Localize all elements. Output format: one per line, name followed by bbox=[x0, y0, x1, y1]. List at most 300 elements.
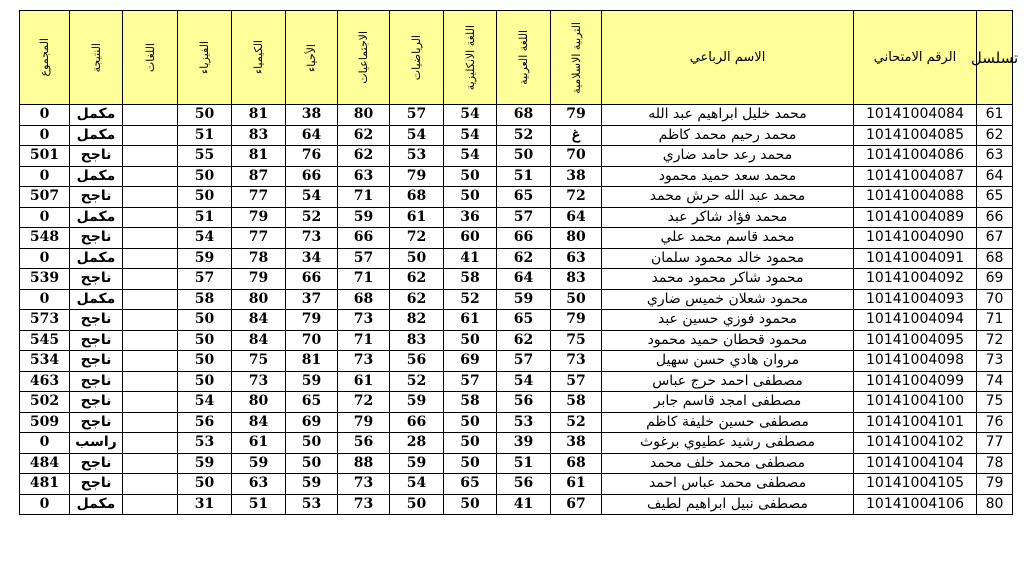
total-cell: 0 bbox=[20, 105, 70, 126]
math-score-cell: 82 bbox=[390, 310, 444, 331]
student-name-cell: مصطفى حسين خليفة كاظم bbox=[602, 412, 854, 433]
header-physics: الفيزياء bbox=[178, 11, 232, 105]
math-score-cell: 54 bbox=[390, 125, 444, 146]
english-score-cell: 57 bbox=[444, 371, 497, 392]
math-score-cell: 83 bbox=[390, 330, 444, 351]
result-cell: ناجح bbox=[70, 146, 123, 167]
biology-score-cell: 66 bbox=[286, 166, 338, 187]
seq-cell: 78 bbox=[977, 453, 1013, 474]
arabic-score-cell: 50 bbox=[497, 146, 551, 167]
english-score-cell: 60 bbox=[444, 228, 497, 249]
social-score-cell: 68 bbox=[338, 289, 390, 310]
arabic-score-cell: 68 bbox=[497, 105, 551, 126]
exam-number-cell: 10141004093 bbox=[854, 289, 977, 310]
biology-score-cell: 38 bbox=[286, 105, 338, 126]
result-cell: مكمل bbox=[70, 166, 123, 187]
table-row bbox=[20, 330, 1013, 351]
header-social: الاجتماعيات bbox=[338, 11, 390, 105]
exam-number-cell: 10141004094 bbox=[854, 310, 977, 331]
islamic-score-cell: 38 bbox=[551, 433, 602, 454]
physics-score-cell: 50 bbox=[178, 310, 232, 331]
student-name-cell: محمد رحيم محمد كاظم bbox=[602, 125, 854, 146]
student-name-cell: محمد خليل ابراهيم عبد الله bbox=[602, 105, 854, 126]
exam-number-cell: 10141004092 bbox=[854, 269, 977, 290]
physics-score-cell: 59 bbox=[178, 248, 232, 269]
table-body bbox=[20, 105, 1013, 515]
chemistry-score-cell: 63 bbox=[232, 474, 286, 495]
islamic-score-cell: 70 bbox=[551, 146, 602, 167]
languages-score-cell bbox=[123, 269, 178, 290]
islamic-score-cell: 73 bbox=[551, 351, 602, 372]
social-score-cell: 66 bbox=[338, 228, 390, 249]
exam-number-cell: 10141004099 bbox=[854, 371, 977, 392]
languages-score-cell bbox=[123, 146, 178, 167]
student-name-cell: محمد سعد حميد محمود bbox=[602, 166, 854, 187]
social-score-cell: 73 bbox=[338, 494, 390, 515]
exam-number-cell: 10141004085 bbox=[854, 125, 977, 146]
student-name-cell: محمود شعلان خميس ضاري bbox=[602, 289, 854, 310]
total-cell: 0 bbox=[20, 433, 70, 454]
social-score-cell: 62 bbox=[338, 146, 390, 167]
physics-score-cell: 51 bbox=[178, 125, 232, 146]
chemistry-score-cell: 87 bbox=[232, 166, 286, 187]
languages-score-cell bbox=[123, 371, 178, 392]
physics-score-cell: 58 bbox=[178, 289, 232, 310]
chemistry-score-cell: 77 bbox=[232, 187, 286, 208]
total-cell: 0 bbox=[20, 166, 70, 187]
physics-score-cell: 53 bbox=[178, 433, 232, 454]
islamic-score-cell: 63 bbox=[551, 248, 602, 269]
chemistry-score-cell: 61 bbox=[232, 433, 286, 454]
header-row bbox=[20, 11, 1013, 105]
result-cell: ناجح bbox=[70, 474, 123, 495]
biology-score-cell: 73 bbox=[286, 228, 338, 249]
result-cell: ناجح bbox=[70, 330, 123, 351]
social-score-cell: 56 bbox=[338, 433, 390, 454]
math-score-cell: 50 bbox=[390, 248, 444, 269]
student-name-cell: محمود خالد محمود سلمان bbox=[602, 248, 854, 269]
table-row bbox=[20, 494, 1013, 515]
languages-score-cell bbox=[123, 310, 178, 331]
chemistry-score-cell: 73 bbox=[232, 371, 286, 392]
chemistry-score-cell: 81 bbox=[232, 105, 286, 126]
seq-cell: 72 bbox=[977, 330, 1013, 351]
languages-score-cell bbox=[123, 248, 178, 269]
total-cell: 545 bbox=[20, 330, 70, 351]
chemistry-score-cell: 51 bbox=[232, 494, 286, 515]
social-score-cell: 59 bbox=[338, 207, 390, 228]
header-result: النتيجة bbox=[70, 11, 123, 105]
languages-score-cell bbox=[123, 228, 178, 249]
total-cell: 502 bbox=[20, 392, 70, 413]
chemistry-score-cell: 84 bbox=[232, 310, 286, 331]
arabic-score-cell: 56 bbox=[497, 474, 551, 495]
result-cell: ناجح bbox=[70, 392, 123, 413]
islamic-score-cell: 64 bbox=[551, 207, 602, 228]
math-score-cell: 66 bbox=[390, 412, 444, 433]
islamic-score-cell: 67 bbox=[551, 494, 602, 515]
english-score-cell: 61 bbox=[444, 310, 497, 331]
student-name-cell: مصطفى محمد خلف محمد bbox=[602, 453, 854, 474]
math-score-cell: 59 bbox=[390, 392, 444, 413]
languages-score-cell bbox=[123, 289, 178, 310]
table-row bbox=[20, 125, 1013, 146]
math-score-cell: 54 bbox=[390, 474, 444, 495]
table-row bbox=[20, 146, 1013, 167]
social-score-cell: 88 bbox=[338, 453, 390, 474]
english-score-cell: 58 bbox=[444, 392, 497, 413]
social-score-cell: 72 bbox=[338, 392, 390, 413]
languages-score-cell bbox=[123, 412, 178, 433]
math-score-cell: 79 bbox=[390, 166, 444, 187]
arabic-score-cell: 59 bbox=[497, 289, 551, 310]
exam-number-cell: 10141004098 bbox=[854, 351, 977, 372]
seq-cell: 76 bbox=[977, 412, 1013, 433]
islamic-score-cell: 57 bbox=[551, 371, 602, 392]
social-score-cell: 71 bbox=[338, 269, 390, 290]
english-score-cell: 50 bbox=[444, 330, 497, 351]
chemistry-score-cell: 59 bbox=[232, 453, 286, 474]
english-score-cell: 52 bbox=[444, 289, 497, 310]
english-score-cell: 54 bbox=[444, 146, 497, 167]
islamic-score-cell: 80 bbox=[551, 228, 602, 249]
languages-score-cell bbox=[123, 330, 178, 351]
physics-score-cell: 55 bbox=[178, 146, 232, 167]
biology-score-cell: 53 bbox=[286, 494, 338, 515]
table-row bbox=[20, 453, 1013, 474]
islamic-score-cell: 83 bbox=[551, 269, 602, 290]
student-name-cell: مروان هادي حسن سهيل bbox=[602, 351, 854, 372]
english-score-cell: 54 bbox=[444, 105, 497, 126]
physics-score-cell: 31 bbox=[178, 494, 232, 515]
seq-cell: 69 bbox=[977, 269, 1013, 290]
table-row bbox=[20, 269, 1013, 290]
seq-cell: 61 bbox=[977, 105, 1013, 126]
total-cell: 548 bbox=[20, 228, 70, 249]
seq-cell: 64 bbox=[977, 166, 1013, 187]
student-name-cell: محمد عبد الله حرش محمد bbox=[602, 187, 854, 208]
student-name-cell: مصطفى امجد قاسم جابر bbox=[602, 392, 854, 413]
english-score-cell: 50 bbox=[444, 433, 497, 454]
islamic-score-cell: 72 bbox=[551, 187, 602, 208]
header-math: الرياضيات bbox=[390, 11, 444, 105]
student-name-cell: مصطفى محمد عباس احمد bbox=[602, 474, 854, 495]
result-cell: مكمل bbox=[70, 289, 123, 310]
chemistry-score-cell: 83 bbox=[232, 125, 286, 146]
arabic-score-cell: 39 bbox=[497, 433, 551, 454]
languages-score-cell bbox=[123, 494, 178, 515]
physics-score-cell: 50 bbox=[178, 187, 232, 208]
physics-score-cell: 50 bbox=[178, 371, 232, 392]
social-score-cell: 73 bbox=[338, 351, 390, 372]
table-row bbox=[20, 105, 1013, 126]
social-score-cell: 63 bbox=[338, 166, 390, 187]
table-row bbox=[20, 412, 1013, 433]
islamic-score-cell: 75 bbox=[551, 330, 602, 351]
header-chemistry: الكيمياء bbox=[232, 11, 286, 105]
result-cell: ناجح bbox=[70, 228, 123, 249]
math-score-cell: 28 bbox=[390, 433, 444, 454]
total-cell: 539 bbox=[20, 269, 70, 290]
physics-score-cell: 59 bbox=[178, 453, 232, 474]
biology-score-cell: 50 bbox=[286, 453, 338, 474]
total-cell: 463 bbox=[20, 371, 70, 392]
table-row bbox=[20, 166, 1013, 187]
math-score-cell: 72 bbox=[390, 228, 444, 249]
islamic-score-cell: 61 bbox=[551, 474, 602, 495]
arabic-score-cell: 51 bbox=[497, 453, 551, 474]
arabic-score-cell: 53 bbox=[497, 412, 551, 433]
table-row bbox=[20, 433, 1013, 454]
student-name-cell: محمد قاسم محمد علي bbox=[602, 228, 854, 249]
header-name: الاسم الرباعي bbox=[602, 11, 854, 105]
seq-cell: 70 bbox=[977, 289, 1013, 310]
social-score-cell: 71 bbox=[338, 330, 390, 351]
exam-number-cell: 10141004100 bbox=[854, 392, 977, 413]
languages-score-cell bbox=[123, 433, 178, 454]
seq-cell: 65 bbox=[977, 187, 1013, 208]
math-score-cell: 53 bbox=[390, 146, 444, 167]
exam-number-cell: 10141004086 bbox=[854, 146, 977, 167]
arabic-score-cell: 57 bbox=[497, 207, 551, 228]
islamic-score-cell: 58 bbox=[551, 392, 602, 413]
english-score-cell: 50 bbox=[444, 166, 497, 187]
languages-score-cell bbox=[123, 351, 178, 372]
header-seq: تسلسل bbox=[977, 11, 1013, 105]
result-cell: راسب bbox=[70, 433, 123, 454]
table-row bbox=[20, 248, 1013, 269]
biology-score-cell: 54 bbox=[286, 187, 338, 208]
arabic-score-cell: 62 bbox=[497, 248, 551, 269]
physics-score-cell: 54 bbox=[178, 392, 232, 413]
arabic-score-cell: 41 bbox=[497, 494, 551, 515]
languages-score-cell bbox=[123, 207, 178, 228]
student-name-cell: محمود شاكر محمود محمد bbox=[602, 269, 854, 290]
seq-cell: 68 bbox=[977, 248, 1013, 269]
arabic-score-cell: 57 bbox=[497, 351, 551, 372]
total-cell: 0 bbox=[20, 125, 70, 146]
physics-score-cell: 51 bbox=[178, 207, 232, 228]
social-score-cell: 62 bbox=[338, 125, 390, 146]
social-score-cell: 79 bbox=[338, 412, 390, 433]
biology-score-cell: 70 bbox=[286, 330, 338, 351]
chemistry-score-cell: 84 bbox=[232, 330, 286, 351]
result-cell: ناجح bbox=[70, 351, 123, 372]
chemistry-score-cell: 79 bbox=[232, 269, 286, 290]
arabic-score-cell: 65 bbox=[497, 310, 551, 331]
english-score-cell: 41 bbox=[444, 248, 497, 269]
languages-score-cell bbox=[123, 125, 178, 146]
exam-number-cell: 10141004089 bbox=[854, 207, 977, 228]
exam-number-cell: 10141004090 bbox=[854, 228, 977, 249]
chemistry-score-cell: 80 bbox=[232, 392, 286, 413]
header-arabic: اللغة العربية bbox=[497, 11, 551, 105]
exam-number-cell: 10141004084 bbox=[854, 105, 977, 126]
islamic-score-cell: 52 bbox=[551, 412, 602, 433]
english-score-cell: 50 bbox=[444, 494, 497, 515]
header-islamic: التربية الاسلامية bbox=[551, 11, 602, 105]
result-cell: مكمل bbox=[70, 125, 123, 146]
physics-score-cell: 50 bbox=[178, 351, 232, 372]
student-name-cell: مصطفى احمد حرج عباس bbox=[602, 371, 854, 392]
english-score-cell: 58 bbox=[444, 269, 497, 290]
math-score-cell: 50 bbox=[390, 494, 444, 515]
arabic-score-cell: 54 bbox=[497, 371, 551, 392]
table-row bbox=[20, 310, 1013, 331]
exam-number-cell: 10141004102 bbox=[854, 433, 977, 454]
biology-score-cell: 65 bbox=[286, 392, 338, 413]
exam-number-cell: 10141004091 bbox=[854, 248, 977, 269]
total-cell: 0 bbox=[20, 248, 70, 269]
result-cell: ناجح bbox=[70, 269, 123, 290]
biology-score-cell: 69 bbox=[286, 412, 338, 433]
physics-score-cell: 56 bbox=[178, 412, 232, 433]
seq-cell: 66 bbox=[977, 207, 1013, 228]
languages-score-cell bbox=[123, 453, 178, 474]
seq-cell: 77 bbox=[977, 433, 1013, 454]
seq-cell: 79 bbox=[977, 474, 1013, 495]
biology-score-cell: 34 bbox=[286, 248, 338, 269]
result-cell: ناجح bbox=[70, 412, 123, 433]
total-cell: 509 bbox=[20, 412, 70, 433]
table-row bbox=[20, 187, 1013, 208]
physics-score-cell: 50 bbox=[178, 474, 232, 495]
biology-score-cell: 81 bbox=[286, 351, 338, 372]
biology-score-cell: 79 bbox=[286, 310, 338, 331]
exam-number-cell: 10141004101 bbox=[854, 412, 977, 433]
languages-score-cell bbox=[123, 474, 178, 495]
result-cell: مكمل bbox=[70, 494, 123, 515]
total-cell: 501 bbox=[20, 146, 70, 167]
english-score-cell: 54 bbox=[444, 125, 497, 146]
chemistry-score-cell: 78 bbox=[232, 248, 286, 269]
table-row bbox=[20, 392, 1013, 413]
arabic-score-cell: 62 bbox=[497, 330, 551, 351]
arabic-score-cell: 52 bbox=[497, 125, 551, 146]
biology-score-cell: 59 bbox=[286, 371, 338, 392]
header-exam-no: الرقم الامتحاني bbox=[854, 11, 977, 105]
english-score-cell: 50 bbox=[444, 412, 497, 433]
arabic-score-cell: 51 bbox=[497, 166, 551, 187]
total-cell: 481 bbox=[20, 474, 70, 495]
header-languages: اللغات bbox=[123, 11, 178, 105]
seq-cell: 74 bbox=[977, 371, 1013, 392]
chemistry-score-cell: 80 bbox=[232, 289, 286, 310]
social-score-cell: 73 bbox=[338, 310, 390, 331]
islamic-score-cell: غ bbox=[551, 125, 602, 146]
social-score-cell: 61 bbox=[338, 371, 390, 392]
result-cell: ناجح bbox=[70, 187, 123, 208]
seq-cell: 63 bbox=[977, 146, 1013, 167]
physics-score-cell: 50 bbox=[178, 166, 232, 187]
header-biology: الأحياء bbox=[286, 11, 338, 105]
physics-score-cell: 54 bbox=[178, 228, 232, 249]
chemistry-score-cell: 77 bbox=[232, 228, 286, 249]
physics-score-cell: 50 bbox=[178, 330, 232, 351]
seq-cell: 67 bbox=[977, 228, 1013, 249]
english-score-cell: 50 bbox=[444, 187, 497, 208]
chemistry-score-cell: 79 bbox=[232, 207, 286, 228]
total-cell: 0 bbox=[20, 207, 70, 228]
physics-score-cell: 50 bbox=[178, 105, 232, 126]
math-score-cell: 59 bbox=[390, 453, 444, 474]
languages-score-cell bbox=[123, 105, 178, 126]
arabic-score-cell: 66 bbox=[497, 228, 551, 249]
biology-score-cell: 76 bbox=[286, 146, 338, 167]
math-score-cell: 62 bbox=[390, 269, 444, 290]
languages-score-cell bbox=[123, 392, 178, 413]
header-english: اللغة الانكليزية bbox=[444, 11, 497, 105]
math-score-cell: 62 bbox=[390, 289, 444, 310]
languages-score-cell bbox=[123, 166, 178, 187]
biology-score-cell: 66 bbox=[286, 269, 338, 290]
biology-score-cell: 52 bbox=[286, 207, 338, 228]
total-cell: 484 bbox=[20, 453, 70, 474]
student-name-cell: مصطفى رشيد عطيوي برغوث bbox=[602, 433, 854, 454]
math-score-cell: 57 bbox=[390, 105, 444, 126]
english-score-cell: 65 bbox=[444, 474, 497, 495]
table-row bbox=[20, 371, 1013, 392]
islamic-score-cell: 68 bbox=[551, 453, 602, 474]
math-score-cell: 68 bbox=[390, 187, 444, 208]
header-total: المجموع bbox=[20, 11, 70, 105]
social-score-cell: 71 bbox=[338, 187, 390, 208]
arabic-score-cell: 65 bbox=[497, 187, 551, 208]
total-cell: 0 bbox=[20, 289, 70, 310]
seq-cell: 80 bbox=[977, 494, 1013, 515]
math-score-cell: 61 bbox=[390, 207, 444, 228]
exam-number-cell: 10141004088 bbox=[854, 187, 977, 208]
result-cell: ناجح bbox=[70, 453, 123, 474]
results-table bbox=[19, 10, 1019, 515]
islamic-score-cell: 50 bbox=[551, 289, 602, 310]
total-cell: 0 bbox=[20, 494, 70, 515]
seq-cell: 75 bbox=[977, 392, 1013, 413]
islamic-score-cell: 38 bbox=[551, 166, 602, 187]
total-cell: 534 bbox=[20, 351, 70, 372]
table-row bbox=[20, 228, 1013, 249]
social-score-cell: 80 bbox=[338, 105, 390, 126]
total-cell: 507 bbox=[20, 187, 70, 208]
exam-number-cell: 10141004104 bbox=[854, 453, 977, 474]
result-cell: مكمل bbox=[70, 207, 123, 228]
languages-score-cell bbox=[123, 187, 178, 208]
english-score-cell: 69 bbox=[444, 351, 497, 372]
total-cell: 573 bbox=[20, 310, 70, 331]
student-name-cell: محمود فوزي حسين عبد bbox=[602, 310, 854, 331]
seq-cell: 71 bbox=[977, 310, 1013, 331]
exam-number-cell: 10141004106 bbox=[854, 494, 977, 515]
student-name-cell: مصطفى نبيل ابراهيم لطيف bbox=[602, 494, 854, 515]
biology-score-cell: 37 bbox=[286, 289, 338, 310]
biology-score-cell: 64 bbox=[286, 125, 338, 146]
social-score-cell: 57 bbox=[338, 248, 390, 269]
table-row bbox=[20, 351, 1013, 372]
table-row bbox=[20, 289, 1013, 310]
result-cell: مكمل bbox=[70, 248, 123, 269]
arabic-score-cell: 56 bbox=[497, 392, 551, 413]
result-cell: مكمل bbox=[70, 105, 123, 126]
math-score-cell: 52 bbox=[390, 371, 444, 392]
exam-number-cell: 10141004095 bbox=[854, 330, 977, 351]
chemistry-score-cell: 75 bbox=[232, 351, 286, 372]
seq-cell: 73 bbox=[977, 351, 1013, 372]
english-score-cell: 36 bbox=[444, 207, 497, 228]
arabic-score-cell: 64 bbox=[497, 269, 551, 290]
math-score-cell: 56 bbox=[390, 351, 444, 372]
biology-score-cell: 59 bbox=[286, 474, 338, 495]
table-row bbox=[20, 474, 1013, 495]
